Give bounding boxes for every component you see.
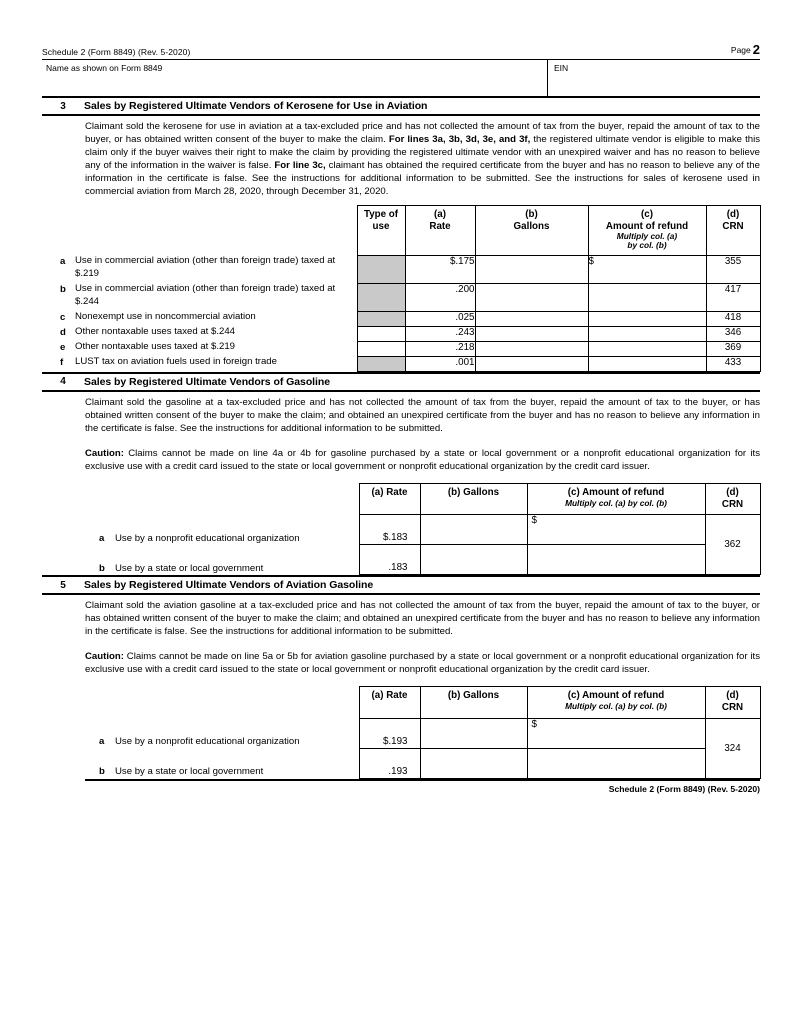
ein-label: EIN — [554, 63, 569, 73]
section-3-body — [42, 255, 760, 371]
s5-row-a-desc — [85, 718, 359, 748]
s5-th-crn-letter: (d) — [726, 690, 739, 702]
s3-row-c-text: Nonexempt use in noncommercial aviation — [75, 311, 256, 323]
section-4-header-row — [85, 484, 760, 515]
name-field[interactable] — [42, 60, 548, 96]
table-row — [85, 515, 760, 545]
s3-row-a-crn: 355 — [706, 255, 760, 283]
section-5-title: Sales by Registered Ultimate Vendors of Aviation Gasoline — [84, 579, 374, 592]
s3-row-d-rate: .243 — [405, 326, 475, 341]
s3-row-b-amount[interactable] — [588, 283, 706, 311]
name-label: Name as shown on Form 8849 — [46, 63, 163, 73]
section-3-number: 3 — [60, 100, 66, 112]
s3-row-f-desc — [42, 356, 357, 371]
s3-row-b-type-of-use — [357, 283, 405, 311]
s5-row-b-rate: .193 — [359, 748, 420, 778]
s3-th-amount-name: Amount of refund — [605, 220, 689, 232]
s3-row-e-gallons[interactable] — [475, 341, 588, 356]
s5-row-b-letter: b — [99, 766, 105, 778]
s5-th-crn-name: CRN — [721, 702, 744, 714]
s3-row-a-gallons[interactable] — [475, 255, 588, 283]
footer-divider — [85, 779, 760, 781]
s3-th-type-of-use: Type of use — [357, 206, 405, 256]
s5-th-blank — [85, 687, 359, 718]
s3-row-c-letter: c — [60, 312, 66, 324]
s5-th-gallons: (b) Gallons — [420, 687, 527, 718]
s3-row-b-crn: 417 — [706, 283, 760, 311]
s3-th-crn-name: CRN — [722, 220, 744, 232]
s3-th-rate-name: Rate — [429, 220, 451, 232]
s3-row-d-crn: 346 — [706, 326, 760, 341]
s3-row-a-type-of-use — [357, 255, 405, 283]
s4-row-b-gallons[interactable] — [420, 545, 527, 575]
s4-th-rate: (a) Rate — [359, 484, 420, 515]
s5-row-a-letter: a — [99, 736, 105, 748]
table-row — [42, 283, 760, 311]
s3-bold-1: For lines 3a, 3b, 3d, 3e, and 3f, — [388, 134, 531, 146]
s5-crn-value: 324 — [705, 718, 760, 778]
s3-row-e-letter: e — [60, 342, 66, 354]
s4-row-a-desc — [85, 515, 359, 545]
ein-field[interactable] — [548, 60, 760, 96]
s3-row-b-rate: .200 — [405, 283, 475, 311]
s3-row-a-desc — [42, 255, 357, 283]
s5-th-amount — [527, 687, 705, 718]
section-5-caution-label: Caution: — [85, 651, 124, 663]
section-5-table — [85, 686, 761, 778]
s3-row-c-amount[interactable] — [588, 311, 706, 326]
table-row — [42, 341, 760, 356]
table-row — [42, 356, 760, 371]
section-4-table — [85, 483, 761, 575]
s3-row-d-text: Other nontaxable uses taxed at $.244 — [75, 326, 236, 338]
s5-row-a-amount[interactable] — [527, 718, 705, 748]
s4-th-amount-name: (c) Amount of refund — [567, 487, 665, 499]
section-4-caution-text: Claims cannot be made on line 4a or 4b for gasoline purchased by a state or local government or a nonprofit educational organization for its exclusive use with a credit card issued to the state or local government or nonprofit educational organization by the credit card issuer. — [85, 448, 760, 473]
table-row — [85, 748, 760, 778]
s3-row-a-text: Use in commercial aviation (other than foreign trade) taxed at $.219 — [75, 255, 336, 279]
section-4-spacer — [42, 435, 760, 444]
page-number: 2 — [752, 42, 760, 57]
s3-row-f-crn: 433 — [706, 356, 760, 371]
s3-th-rate — [405, 206, 475, 256]
s4-th-crn — [705, 484, 760, 515]
page-header — [42, 42, 760, 59]
s4-th-blank — [85, 484, 359, 515]
s3-row-e-type-of-use[interactable] — [357, 341, 405, 356]
s3-th-gallons-name: Gallons — [513, 220, 550, 232]
s3-row-d-desc — [42, 326, 357, 341]
s4-row-b-rate: .183 — [359, 545, 420, 575]
s5-row-a-text: Use by a nonprofit educational organization — [115, 736, 300, 748]
s3-th-amount-letter: (c) — [641, 209, 653, 221]
s3-row-e-text: Other nontaxable uses taxed at $.219 — [75, 341, 236, 353]
section-5-caution-text: Claims cannot be made on line 5a or 5b for aviation gasoline purchased by a state or local government or a nonprofit educational organization for its exclusive use with a credit card issued to the state or local government or nonprofit educational organization by the credit card issuer. — [85, 651, 760, 676]
s5-th-rate: (a) Rate — [359, 687, 420, 718]
table-row — [42, 311, 760, 326]
s3-th-gallons — [475, 206, 588, 256]
s3-th-crn — [706, 206, 760, 256]
form-sheet — [42, 42, 760, 794]
form-reference: Schedule 2 (Form 8849) (Rev. 5-2020) — [42, 47, 191, 57]
s5-th-crn — [705, 687, 760, 718]
s4-th-crn-name: CRN — [721, 498, 744, 510]
section-3-header-row — [42, 206, 760, 256]
s3-th-crn-letter: (d) — [726, 209, 740, 221]
s3-row-d-amount[interactable] — [588, 326, 706, 341]
page-indicator — [731, 42, 760, 57]
s3-text-1: Claimant sold the kerosene for use in aviation at a tax-excluded price and has not collected the amount of tax from the buyer, repaid the amount of tax to the buyer, or has obtained written consent of the buyer to make the claim. — [85, 121, 760, 146]
s3-row-a-amount-prefix: $ — [588, 255, 594, 267]
section-4-caution-label: Caution: — [85, 448, 124, 460]
s3-row-c-desc — [42, 311, 357, 326]
table-row — [85, 718, 760, 748]
section-5-body — [85, 718, 760, 778]
s4-th-gallons: (b) Gallons — [420, 484, 527, 515]
s4-th-crn-letter: (d) — [726, 487, 739, 499]
s3-row-f-letter: f — [60, 357, 64, 369]
s4-th-amount — [527, 484, 705, 515]
s5-row-a-rate: $.193 — [359, 718, 420, 748]
s5-row-b-text: Use by a state or local government — [115, 766, 264, 778]
s3-row-c-type-of-use — [357, 311, 405, 326]
section-3-table — [42, 205, 761, 372]
section-4-number: 4 — [60, 376, 66, 388]
s3-th-blank — [42, 206, 357, 256]
s4-row-a-rate: $.183 — [359, 515, 420, 545]
s3-th-amount-sub2: by col. (b) — [627, 240, 667, 251]
s3-row-c-rate: .025 — [405, 311, 475, 326]
section-5-heading — [42, 575, 760, 595]
section-5-caution — [85, 650, 760, 676]
section-4-heading — [42, 372, 760, 392]
s3-text-3: claimant has obtained the required certificate from the buyer and has no reason to believe any of the information in the certificate is false. See the instructions for additional information to be submitted. See the instructions for sales of kerosene used in commercial aviation from March 28, 2020, through December 31, 2020. — [85, 160, 760, 198]
s3-row-f-type-of-use — [357, 356, 405, 371]
s3-row-b-desc — [42, 283, 357, 311]
section-3-heading — [42, 98, 760, 116]
s3-row-f-amount[interactable] — [588, 356, 706, 371]
section-5-header-row — [85, 687, 760, 718]
s5-row-b-gallons[interactable] — [420, 748, 527, 778]
s4-row-b-amount[interactable] — [527, 545, 705, 575]
s4-row-a-amount-prefix: $ — [531, 515, 537, 527]
identity-band — [42, 60, 760, 98]
section-5-number: 5 — [60, 579, 66, 591]
s3-bold-2: For line 3c, — [274, 160, 326, 172]
s3-row-b-letter: b — [60, 284, 66, 296]
table-row — [42, 326, 760, 341]
section-5-paragraph: Claimant sold the aviation gasoline at a tax-excluded price and has not collected the amount of tax from the buyer, repaid the amount of tax to the buyer, or has obtained written consent of the buyer to make the claim; and obtained an unexpired certificate from the buyer and has no reason to believe any information in the certificate is false. See the instructions for additional information to be submitted. — [85, 600, 760, 638]
section-5-spacer — [42, 638, 760, 647]
s3-row-b-gallons[interactable] — [475, 283, 588, 311]
s3-row-f-rate: .001 — [405, 356, 475, 371]
s3-th-rate-letter: (a) — [434, 209, 446, 221]
s5-th-amount-sub: Multiply col. (a) by col. (b) — [565, 701, 667, 712]
s4-row-a-gallons[interactable] — [420, 515, 527, 545]
s3-row-a-rate: $.175 — [405, 255, 475, 283]
s5-row-a-amount-prefix: $ — [531, 718, 537, 730]
footer-reference: Schedule 2 (Form 8849) (Rev. 5-2020) — [608, 783, 760, 794]
s5-th-amount-name: (c) Amount of refund — [567, 690, 665, 702]
s5-row-a-gallons[interactable] — [420, 718, 527, 748]
s4-th-amount-sub: Multiply col. (a) by col. (b) — [565, 497, 667, 508]
s3-row-e-crn: 369 — [706, 341, 760, 356]
s3-row-a-letter: a — [60, 256, 66, 268]
table-row — [42, 255, 760, 283]
s3-row-d-letter: d — [60, 327, 66, 339]
section-3-paragraph — [85, 120, 760, 198]
table-row — [85, 545, 760, 575]
s5-row-b-desc — [85, 748, 359, 778]
s4-row-a-text: Use by a nonprofit educational organization — [115, 532, 300, 544]
s3-row-f-text: LUST tax on aviation fuels used in foreign trade — [75, 356, 277, 368]
s4-row-b-text: Use by a state or local government — [115, 562, 264, 574]
s3-row-e-rate: .218 — [405, 341, 475, 356]
section-4-title: Sales by Registered Ultimate Vendors of Gasoline — [84, 375, 331, 388]
s3-text-2: the registered ultimate vendor is eligible to make this claim only if the buyer waives their right to make the claim by providing the registered ultimate vendor with an unexpired waiver and has no reason to believe any of the information in the waiver is false. — [85, 134, 761, 172]
s3-row-d-type-of-use[interactable] — [357, 326, 405, 341]
s5-row-b-amount[interactable] — [527, 748, 705, 778]
s3-row-a-amount[interactable] — [588, 255, 706, 283]
s4-row-a-amount[interactable] — [527, 515, 705, 545]
s4-row-b-letter: b — [99, 562, 105, 574]
s3-row-d-gallons[interactable] — [475, 326, 588, 341]
s4-crn-value: 362 — [705, 515, 760, 575]
section-4-caution — [85, 447, 760, 473]
s3-row-e-desc — [42, 341, 357, 356]
s3-row-e-amount[interactable] — [588, 341, 706, 356]
page-label: Page — [730, 45, 751, 55]
s4-row-a-letter: a — [99, 532, 105, 544]
section-4-body — [85, 515, 760, 575]
s4-row-b-desc — [85, 545, 359, 575]
s3-row-c-crn: 418 — [706, 311, 760, 326]
s3-th-amount — [588, 206, 706, 256]
s3-row-f-gallons[interactable] — [475, 356, 588, 371]
section-4-paragraph: Claimant sold the gasoline at a tax-excluded price and has not collected the amount of tax from the buyer, repaid the amount of tax to the buyer, or has obtained written consent of the buyer to make the claim; and obtained an unexpired certificate from the buyer and has no reason to believe any information in the certificate is false. See the instructions for additional information to be submitted. — [85, 396, 760, 434]
s3-th-gallons-letter: (b) — [525, 209, 538, 221]
s3-row-b-text: Use in commercial aviation (other than foreign trade) taxed at $.244 — [75, 283, 336, 307]
s3-th-amount-sub1: Multiply col. (a) — [616, 231, 678, 241]
s3-row-c-gallons[interactable] — [475, 311, 588, 326]
section-3-title: Sales by Registered Ultimate Vendors of Kerosene for Use in Aviation — [84, 100, 428, 112]
